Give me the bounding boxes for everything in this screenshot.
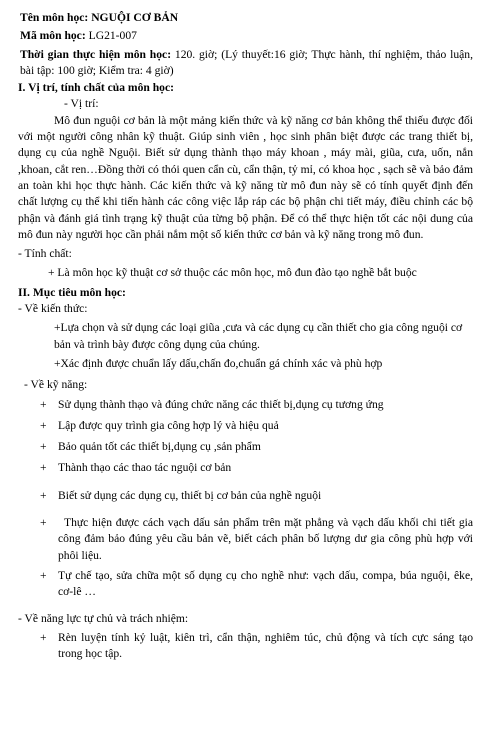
position-paragraph: Mô đun nguội cơ bản là một mảng kiến thức và kỹ năng cơ bản không thể thiếu được đối với một người công nhân kỹ thuật. Giúp sinh viên , học sinh phân biệt được các trang thiết bị, dụng cụ của nghề Nguội. Biết sử dụng thành thạo máy khoan , máy mài, giũa, cưa, uốn, nắn ,khoan, cắt ren…Đồng thời có thói quen cẩn cù, cẩn thận, tỷ mỉ, có khoa học , sạch sẽ và bảo đảm an toàn khi học thực hành. Các kiến thức và kỹ năng từ mô đun này sẽ có tính quyết định đến chất lượng cụ thể khi tiến hành các công việc lắp ráp các bộ phận chi tiết máy, điều chỉnh các bộ phận và đánh giá tình trạng kỹ thuật của từng bộ phận. Để có thể thực hiện tốt các nội dung của mô đun này người học cần phải nắm một số kiến thức cơ bản và kỹ năng trong mô đun. [18,113,473,241]
subject-name-label: Tên môn học: [20,11,89,24]
skill-item-text: Biết sử dụng các dụng cụ, thiết bị cơ bản của nghề nguội [58,488,322,502]
subject-name-value: NGUỘI CƠ BẢN [91,11,179,24]
duration-label: Thời gian thực hiện môn học: [20,47,172,61]
subject-code-line [20,28,473,44]
position-label: - Vị trí: [64,97,99,111]
property-label: - Tính chất: [18,247,72,261]
skill-item-text: Thực hiện được cách vạch dấu sản phẩm trên mặt phẳng và vạch dấu khối chi tiết gia công đảm bảo đúng yêu cầu bản vẽ, biết cách phân bố lượng dư gia công phù hợp với phôi liệu. [58,516,473,562]
bullet-marker: + [40,461,47,475]
subject-name-line [20,10,473,26]
property-text: + Là môn học kỹ thuật cơ sở thuộc các môn học, mô đun đào tạo nghề bắt buộc [48,266,417,280]
skill-item-text: Thành thạo các thao tác nguội cơ bản [58,461,232,475]
bullet-marker: + [40,516,47,530]
section-1-heading: I. Vị trí, tính chất của môn học: [18,81,174,95]
bullet-marker: + [40,630,47,644]
duration-line [20,47,473,80]
skill-item-text: Lập được quy trình gia công hợp lý và hiệu quả [58,418,279,432]
skill-item [40,418,473,434]
skill-item [40,439,473,455]
skill-item-text: Sử dụng thành thạo và đúng chức năng các thiết bị,dụng cụ tương ứng [58,397,384,411]
knowledge-item-1: +Lựa chọn và sử dụng các loại giũa ,cưa và các dụng cụ cần thiết cho gia công nguội cơ bản và trình bày được công dụng của chúng. [54,321,463,351]
knowledge-item-2: +Xác định được chuẩn lấy dấu,chấn đo,chuẩn gá chính xác và phù hợp [54,356,383,370]
knowledge-label: - Về kiến thức: [18,302,88,316]
bullet-marker: + [40,488,47,502]
skill-item-text: Bảo quản tốt các thiết bị,dụng cụ ,sản phẩm [58,440,261,454]
autonomy-item-text: Rèn luyện tính kỷ luật, kiên trì, cẩn thận, nghiêm túc, chủ động và tích cực sáng tạo trong học tập. [58,630,473,661]
autonomy-item [40,630,473,663]
skills-label: - Về kỹ năng: [24,378,88,392]
autonomy-label: - Về năng lực tự chủ và trách nhiệm: [18,611,189,625]
bullet-marker: + [40,440,47,454]
subject-code-value: LG21-007 [88,29,137,43]
skill-item [40,515,473,564]
skill-item [40,568,473,601]
duration-value: 120. giờ; (Lý thuyết:16 giờ; Thực hành, thí nghiệm, thảo luận, bài tập: 100 giờ; Kiểm tra: 4 giờ) [20,47,473,77]
bullet-marker: + [40,568,47,582]
skill-item-text: Tự chế tạo, sửa chữa một số dụng cụ cho nghề như: vạch dấu, compa, búa nguội, êke, cơ-lê … [58,568,473,599]
bullet-marker: + [40,397,47,411]
skill-item [40,488,473,504]
bullet-marker: + [40,418,47,432]
subject-code-label: Mã môn học: [20,29,86,43]
skill-item [40,397,473,413]
skill-item [40,460,473,476]
section-2-heading: II. Mục tiêu môn học: [18,285,126,299]
